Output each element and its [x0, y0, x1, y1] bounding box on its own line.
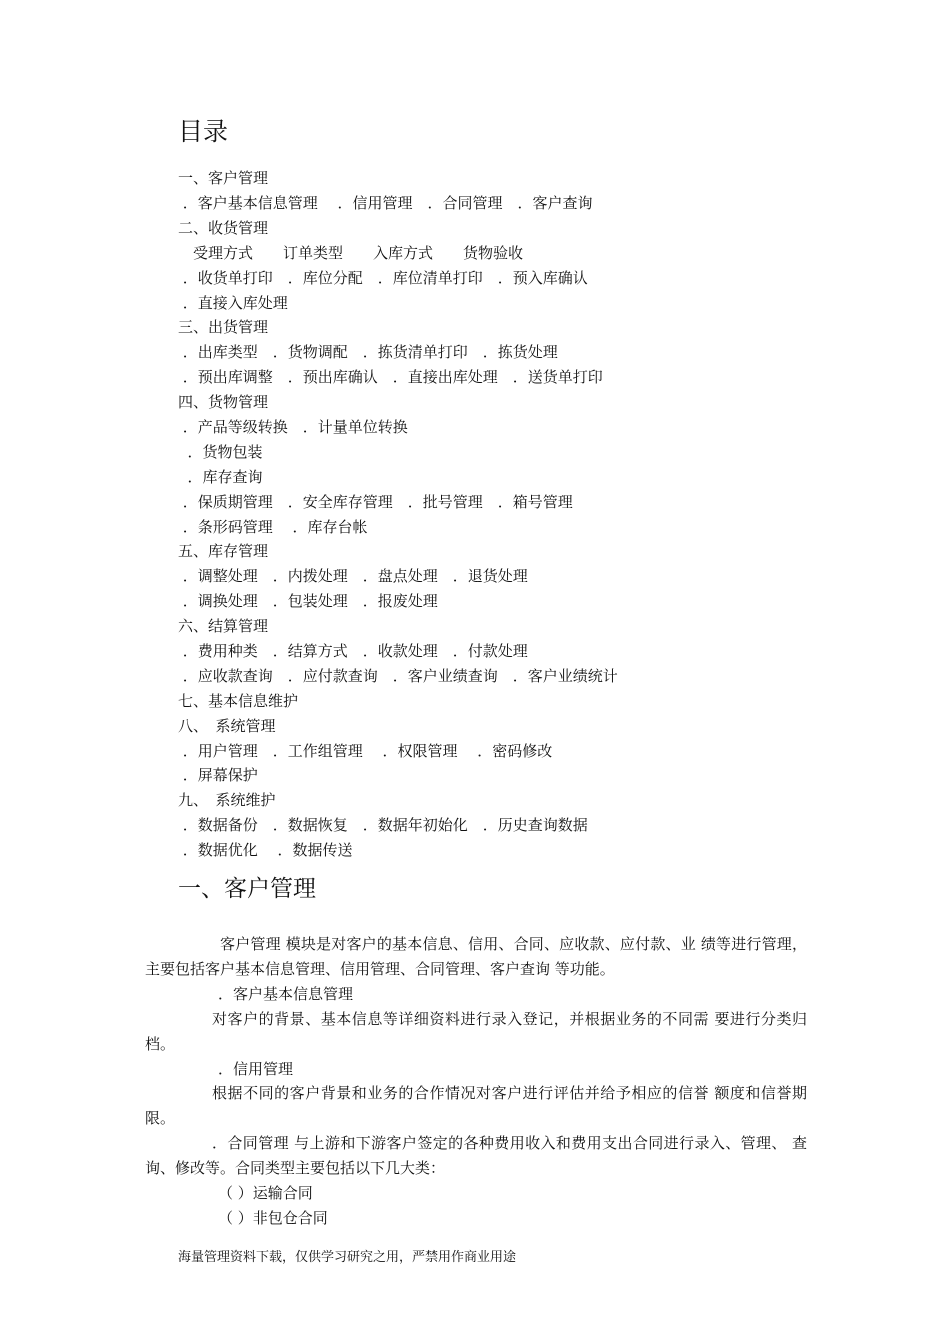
toc-line: ．屏幕保护: [178, 766, 258, 784]
toc-line: 八、 系统管理: [178, 717, 276, 735]
toc-line: ．数据优化 ．数据传送: [178, 841, 353, 859]
toc-line: ．收货单打印 ．库位分配 ．库位清单打印 ．预入库确认: [178, 269, 588, 287]
subsection-paragraph: 对客户的背景、基本信息等详细资料进行录入登记，并根据业务的不同需 要进行分类归档。: [145, 1010, 807, 1053]
toc-line: 七、基本信息维护: [178, 692, 299, 710]
toc-line: 三、出货管理: [178, 318, 269, 336]
toc-line: ．货物包装: [178, 443, 263, 461]
intro-paragraph: 客户管理 模块是对客户的基本信息、信用、合同、应收款、应付款、业 绩等进行管理，主要包括客户基本信息管理、信用管理、合同管理、客户查询 等功能。: [145, 935, 807, 978]
toc-line: 五、库存管理: [178, 542, 269, 560]
toc-line: 一、客户管理: [178, 169, 269, 187]
toc-line: ．应收款查询 ．应付款查询 ．客户业绩查询 ．客户业绩统计: [178, 667, 618, 685]
toc-line: 九、 系统维护: [178, 791, 276, 809]
subsection-title: ．信用管理: [218, 1060, 294, 1078]
toc-line: ．条形码管理 ．库存台帐: [178, 518, 368, 536]
toc-line: ．数据备份 ．数据恢复 ．数据年初始化 ．历史查询数据: [178, 816, 588, 834]
toc-line: ．库存查询: [178, 468, 263, 486]
toc-line: ．调换处理 ．包装处理 ．报废处理: [178, 592, 438, 610]
toc-title: 目录: [178, 117, 229, 146]
toc-line: 二、收货管理: [178, 219, 269, 237]
toc-line: 受理方式 订单类型 入库方式 货物验收: [178, 244, 524, 262]
toc-line: ．用户管理 ．工作组管理 ．权限管理 ．密码修改: [178, 742, 553, 760]
toc-line: 四、货物管理: [178, 393, 269, 411]
toc-line: ．产品等级转换 ．计量单位转换: [178, 418, 408, 436]
toc-line: ．预出库调整 ．预出库确认 ．直接出库处理 ．送货单打印: [178, 368, 603, 386]
toc-line: ．费用种类 ．结算方式 ．收款处理 ．付款处理: [178, 642, 528, 660]
subsection-paragraph: 根据不同的客户背景和业务的合作情况对客户进行评估并给予相应的信誉 额度和信誉期限。: [145, 1084, 807, 1127]
list-item: （ ）运输合同: [218, 1184, 313, 1202]
list-item: （ ）非包仓合同: [218, 1209, 328, 1227]
toc-line: ．出库类型 ．货物调配 ．拣货清单打印 ．拣货处理: [178, 343, 558, 361]
toc-line: ．直接入库处理: [178, 294, 288, 312]
toc-line: 六、结算管理: [178, 617, 269, 635]
toc-line: ．调整处理 ．内拨处理 ．盘点处理 ．退货处理: [178, 567, 528, 585]
toc-line: ．客户基本信息管理 ．信用管理 ．合同管理 ．客户查询: [178, 194, 593, 212]
toc-line: ．保质期管理 ．安全库存管理 ．批号管理 ．箱号管理: [178, 493, 573, 511]
subsection-paragraph: ．合同管理 与上游和下游客户签定的各种费用收入和费用支出合同进行录入、管理、 查询、修改等。合同类型主要包括以下几大类：: [145, 1134, 807, 1177]
subsection-title: ．客户基本信息管理: [218, 985, 354, 1003]
footer-note: 海量管理资料下载，仅供学习研究之用，严禁用作商业用途: [178, 1250, 517, 1265]
section-heading: 一、客户管理: [178, 876, 316, 902]
